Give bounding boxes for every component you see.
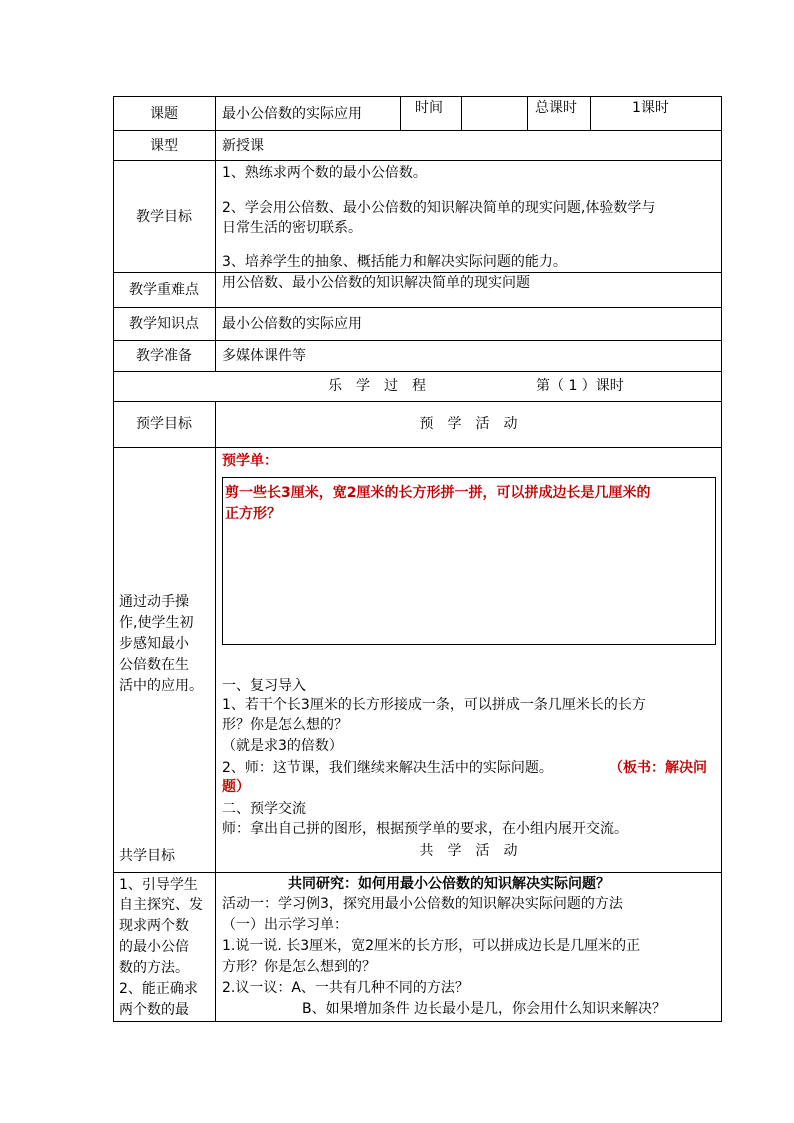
goal-item: 3、培养学生的抽象、概括能力和解决实际问题的能力。 — [222, 254, 567, 270]
activity-line: 2.议一议：A、一共有几种不同的方法？ — [222, 980, 469, 996]
pre-study-activity-label: 预 学 活 动 — [419, 416, 518, 432]
preparation-label: 教学准备 — [136, 348, 192, 364]
knowledge-label: 教学知识点 — [129, 316, 199, 332]
pre-study-task-line: 剪一些长3厘米，宽2厘米的长方形拼一拼，可以拼成边长是几厘米的 — [225, 485, 651, 501]
review-line: （就是求3的倍数） — [222, 738, 343, 754]
knowledge-value: 最小公倍数的实际应用 — [222, 316, 362, 332]
pre-study-task-line: 正方形？ — [225, 506, 281, 522]
type-label: 课型 — [150, 138, 178, 154]
activity-line: B、如果增加条件 边长最小是几，你会用什么知识来解决？ — [302, 1001, 667, 1017]
preparation-value: 多媒体课件等 — [222, 348, 306, 364]
research-title: 共同研究：如何用最小公倍数的知识解决实际问题？ — [288, 876, 610, 892]
time-label: 时间 — [415, 100, 443, 116]
co-study-activity-label: 共 学 活 动 — [419, 843, 518, 859]
goal-item: 2、学会用公倍数、最小公倍数的知识解决简单的现实问题,体验数学与 — [222, 200, 656, 216]
blackboard-note-cont: 题） — [222, 779, 250, 795]
goal-item: 1、熟练求两个数的最小公倍数。 — [222, 165, 427, 181]
exchange-heading: 二、预学交流 — [222, 801, 306, 817]
review-heading: 一、复习导入 — [222, 678, 306, 694]
topic-value: 最小公倍数的实际应用 — [222, 106, 362, 122]
pre-study-goal-label: 预学目标 — [136, 416, 192, 432]
review-line: 2、师：这节课，我们继续来解决生活中的实际问题。 — [222, 760, 553, 776]
topic-label: 课题 — [150, 106, 178, 122]
co-study-goal-label: 共学目标 — [119, 848, 175, 864]
review-line: 形？你是怎么想的？ — [222, 717, 348, 733]
pre-study-sheet-title: 预学单： — [222, 453, 278, 469]
activity-line: 1.说一说. 长3厘米，宽2厘米的长方形，可以拼成边长是几厘米的正 — [222, 938, 641, 954]
total-hours-label: 总课时 — [535, 100, 577, 116]
activity-line: 活动一：学习例3，探究用最小公倍数的知识解决实际问题的方法 — [222, 896, 623, 912]
total-hours-value: 1课时 — [632, 100, 669, 116]
exchange-line: 师：拿出自己拼的图形，根据预学单的要求，在小组内展开交流。 — [222, 821, 628, 837]
blackboard-note: （板书：解决问 — [609, 760, 707, 776]
type-value: 新授课 — [222, 138, 264, 154]
review-line: 1、若干个长3厘米的长方形接成一条，可以拼成一条几厘米长的长方 — [222, 697, 646, 713]
activity-line: （一）出示学习单： — [222, 917, 348, 933]
key-points-value: 用公倍数、最小公倍数的知识解决简单的现实问题 — [222, 275, 530, 291]
activity-line: 方形？你是怎么想到的？ — [222, 959, 376, 975]
process-title: 乐 学 过 程 — [328, 378, 426, 394]
goals-label: 教学目标 — [136, 209, 192, 225]
process-period: 第（ 1 ）课时 — [536, 378, 624, 394]
key-points-label: 教学重难点 — [129, 282, 199, 298]
goal-item: 日常生活的密切联系。 — [222, 220, 362, 236]
